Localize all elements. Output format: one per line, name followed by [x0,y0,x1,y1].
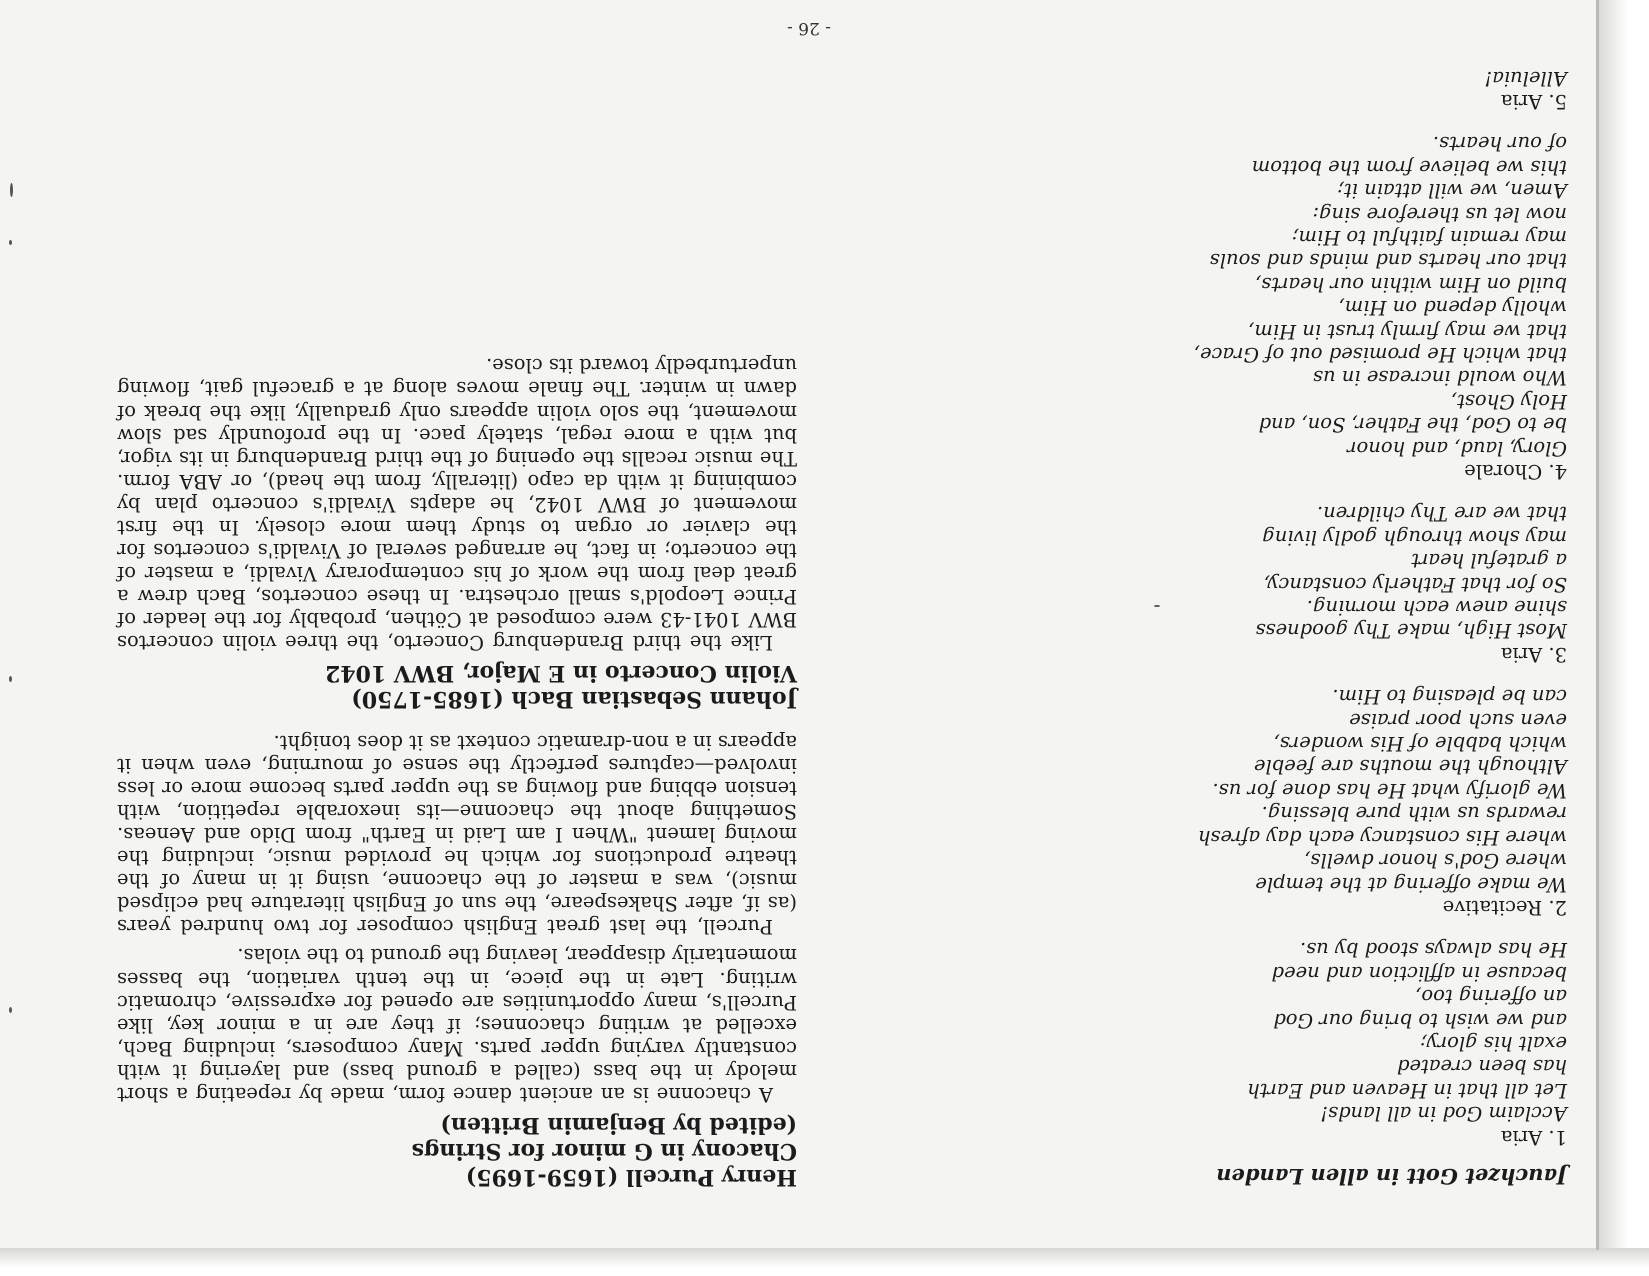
page-number: - 26 - [787,18,831,38]
verse-line: where His constancy each day afresh [1197,825,1567,849]
movement [1117,66,1567,113]
verse-line: build on Him within our hearts, [1255,272,1567,296]
verse-line: So for that Fatherly constancy, [1263,572,1567,596]
verse-line: Glory, laud, and honor [1347,436,1567,460]
movement-label: 4. Chorale [1464,460,1567,484]
verse-line: can be pleasing to Him. [1332,685,1567,709]
verse-line: an offering too, [1415,985,1567,1009]
verse-line: Who would increase in us [1313,366,1567,390]
verse-line: has been created [1397,1055,1567,1079]
verse-line: a grateful heart [1411,549,1567,573]
verse-line: rewards us with pure blessing. [1261,802,1567,826]
note-paragraph: A chaconne is an ancient dance form, made by repeating a short melody in the bass (called a ground bass) and layering it with constantly varying upper parts. Many composers, including Bach, excelled at writing chaconnes; if they are in a minor key, like Purcell's, many opportunities are opened for expressive, chromatic writing. Late in the piece, in the tenth variation, the basses momentarily disappear, leaving the ground to the violas. [117,944,797,1106]
verse-line: exalt his glory; [1420,1031,1567,1055]
cantata-text-column [1117,47,1567,1188]
verse-line: He has always stood by us. [1299,938,1567,962]
verse-line: be to God, the Father, Son, and [1258,413,1567,437]
composer-heading: Johann Sebastian Bach (1685-1750) [351,686,797,713]
work-title: Chacony in G minor for Strings [411,1138,797,1164]
verse-line: We glorify what He has done for us. [1212,778,1567,802]
verse-line: Although the mouths are feeble [1253,755,1567,779]
verse-line: even such poor praise [1349,708,1567,732]
movement [1117,938,1567,1149]
verse-line: We make offering at the temple [1255,872,1567,896]
verse-line: Most High, make Thy goodness [1255,619,1567,643]
movement-label: 5. Aria [1500,89,1567,113]
note-paragraph: Purcell, the last great English composer for two hundred years (as if, after Shakespeare, the sun of English literature had eclipsed music), was a master of the chaconne, using it in many of the theatre productions for which he provided music, including the moving lament "When I am Laid in Earth" from Dido and Aeneas. Something about the chaconne—its inexorable repetition, with tension ebbing and flowing as the upper parts become more or less involved—captures perfectly the sense of mourning, even when it appears in a non-dramatic context as it does tonight. [117,730,797,939]
verse-line: that we may firmly trust in Him, [1248,319,1567,343]
verse-line: may show through godly living [1262,525,1567,549]
verse-line: Let all that in Heaven and Earth [1247,1078,1567,1102]
verse-line: wholly depend on Him, [1338,296,1567,320]
program-note [117,731,797,1191]
movement [1117,502,1567,666]
verse-line: Holy Ghost, [1450,389,1567,413]
work-title: (edited by Benjamin Britten) [440,1112,797,1138]
program-notes-column [117,336,797,1190]
verse-line: which babble of His wonders, [1273,732,1567,756]
work-title: Violin Concerto in E Major, BWV 1042 [325,660,797,687]
verse-line: that our hearts and minds and souls [1209,249,1567,273]
verse-line: shine anew each morning. [1306,596,1567,620]
verse-line: of our hearts. [1432,132,1567,156]
verse-line: this we believe from the bottom [1251,155,1567,179]
verse-line: may remain faithful to Him; [1291,225,1567,249]
verse-line: Acclaim God in all lands! [1320,1102,1567,1126]
composer-heading: Henry Purcell (1659-1695) [465,1164,797,1190]
movement-label: 1. Aria [1500,1125,1567,1149]
verse-line: Amen, we will attain it; [1337,179,1567,203]
program-note [117,354,797,712]
verse-line: where God's honor dwells, [1304,849,1567,873]
verse-line: now let us therefore sing: [1312,202,1567,226]
verse-line: Alleluia! [1484,66,1567,90]
movement [1117,685,1567,919]
verse-line: and we wish to bring our God [1273,1008,1567,1032]
cantata-title: Jauchzet Gott in allen Landen [1216,1164,1567,1189]
movement [1117,132,1567,483]
note-paragraph: Like the third Brandenburg Concerto, the three violin concertos BWV 1041-43 were composed at Cöthen, probably for the leader of Prince Leopold's small orchestra. In these concertos, Bach drew a great deal from the work of his contemporary Vivaldi, a master of the concerto; in fact, he arranged several of Vivaldi's concertos for the clavier or organ to study them more closely. In the first movement of BWV 1042, he adapts Vivaldi's concerto plan by combining it with da capo (literally, from the head), or ABA form. The music recalls the opening of the third Brandenburg in its vigor, but with a more regal, stately pace. In the profoundly sad slow movement, the solo violin appears only gradually, like the break of dawn in winter. The finale moves along at a graceful gait, flowing unperturbedly toward its close. [117,354,797,655]
movement-label: 2. Recitative [1442,895,1567,919]
verse-line: that which He promised out of Grace, [1193,343,1567,366]
verse-line: that we are Thy children. [1316,502,1567,526]
movement-label: 3. Aria [1500,642,1567,666]
verse-line: because in affliction and need [1271,961,1567,985]
